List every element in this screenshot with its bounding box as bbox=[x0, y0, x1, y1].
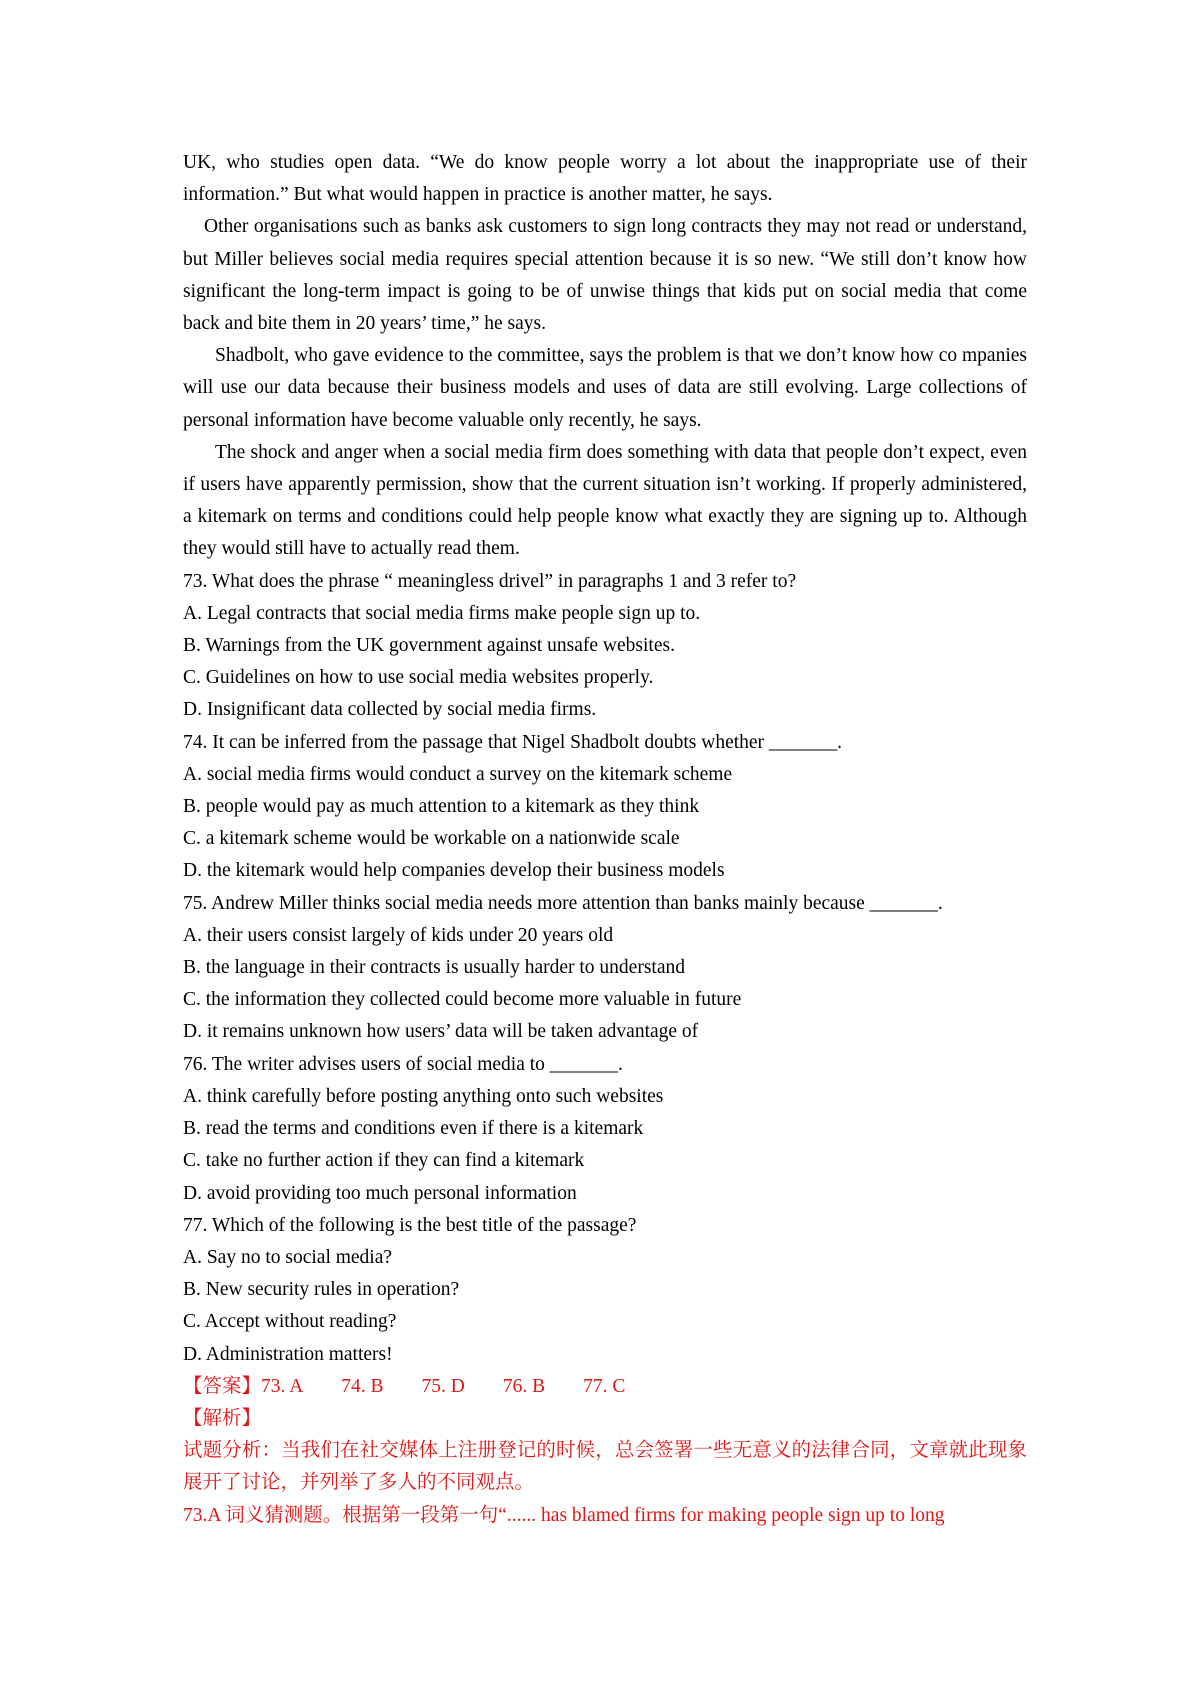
question-stem: 75. Andrew Miller thinks social media needs more attention than banks mainly because _______. bbox=[183, 892, 943, 914]
option-a: A. their users consist largely of kids under 20 years old bbox=[183, 924, 614, 946]
answer-76: 76. B bbox=[502, 1375, 546, 1397]
answer-key-label: 【答案】 bbox=[183, 1375, 262, 1397]
option-d: D. Administration matters! bbox=[183, 1343, 393, 1365]
option-b: B. New security rules in operation? bbox=[183, 1279, 460, 1301]
option-d: D. the kitemark would help companies develop their business models bbox=[183, 860, 725, 882]
option-a: A. think carefully before posting anything onto such websites bbox=[183, 1085, 664, 1107]
option-a: A. social media firms would conduct a survey on the kitemark scheme bbox=[183, 763, 733, 785]
option-a: A. Say no to social media? bbox=[183, 1246, 393, 1268]
option-d: D. it remains unknown how users’ data will be taken advantage of bbox=[183, 1021, 699, 1043]
question-stem: 77. Which of the following is the best title of the passage? bbox=[183, 1214, 637, 1236]
question-77 bbox=[183, 1210, 1027, 1371]
question-76 bbox=[183, 1049, 1027, 1210]
option-b: B. Warnings from the UK government against unsafe websites. bbox=[183, 635, 675, 657]
document-page bbox=[183, 147, 1027, 1532]
question-stem: 73. What does the phrase “ meaningless drivel” in paragraphs 1 and 3 refer to? bbox=[183, 570, 797, 592]
option-b: B. people would pay as much attention to a kitemark as they think bbox=[183, 796, 700, 818]
question-74 bbox=[183, 727, 1027, 888]
option-c: C. a kitemark scheme would be workable on a nationwide scale bbox=[183, 828, 680, 850]
answer-75: 75. D bbox=[421, 1375, 465, 1397]
option-c: C. the information they collected could become more valuable in future bbox=[183, 989, 742, 1011]
analysis-summary: 试题分析：当我们在社交媒体上注册登记的时候，总会签署一些无意义的法律合同，文章就此现象展开了讨论，并列举了多人的不同观点。 bbox=[183, 1440, 1027, 1494]
option-d: D. Insignificant data collected by social media firms. bbox=[183, 699, 597, 721]
option-b: B. the language in their contracts is usually harder to understand bbox=[183, 957, 685, 979]
option-a: A. Legal contracts that social media firms make people sign up to. bbox=[183, 602, 701, 624]
passage-paragraph-3: Shadbolt, who gave evidence to the committee, says the problem is that we don’t know how co mpanies will use our data because their business models and uses of data are still evolving. Large collections of personal information have become valuable only recently, he says. bbox=[183, 345, 1027, 431]
question-stem: 76. The writer advises users of social media to _______. bbox=[183, 1053, 623, 1075]
passage-paragraph-2: Other organisations such as banks ask customers to sign long contracts they may not read or understand, but Miller believes social media requires special attention because it is so new. “We still don’t know how significant the long-term impact is going to be of unwise things that kids put on social media that come back and bite them in 20 years’ time,” he says. bbox=[183, 216, 1027, 335]
analysis-q73: 73.A 词义猜测题。根据第一段第一句“...... has blamed firms for making people sign up to long bbox=[183, 1504, 945, 1526]
passage-paragraph-4: The shock and anger when a social media firm does something with data that people don’t expect, even if users have apparently permission, show that the current situation isn’t working. If properly administered, a kitemark on terms and conditions could help people know what exactly they are signing up to. Although they would still have to actually read them. bbox=[183, 441, 1027, 560]
passage-paragraph-1: UK, who studies open data. “We do know people worry a lot about the inappropriate use of their information.” But what would happen in practice is another matter, he says. bbox=[183, 152, 1027, 206]
question-73 bbox=[183, 566, 1027, 727]
answer-73: 73. A bbox=[261, 1375, 304, 1397]
option-c: C. take no further action if they can find a kitemark bbox=[183, 1150, 585, 1172]
answer-key bbox=[183, 1371, 1027, 1403]
answer-77: 77. C bbox=[583, 1375, 626, 1397]
option-c: C. Accept without reading? bbox=[183, 1311, 397, 1333]
analysis-label: 【解析】 bbox=[183, 1407, 262, 1429]
question-75 bbox=[183, 888, 1027, 1049]
answer-74: 74. B bbox=[341, 1375, 384, 1397]
option-c: C. Guidelines on how to use social media websites properly. bbox=[183, 667, 654, 689]
question-stem: 74. It can be inferred from the passage that Nigel Shadbolt doubts whether _______. bbox=[183, 731, 843, 753]
option-b: B. read the terms and conditions even if there is a kitemark bbox=[183, 1118, 644, 1140]
option-d: D. avoid providing too much personal information bbox=[183, 1182, 577, 1204]
